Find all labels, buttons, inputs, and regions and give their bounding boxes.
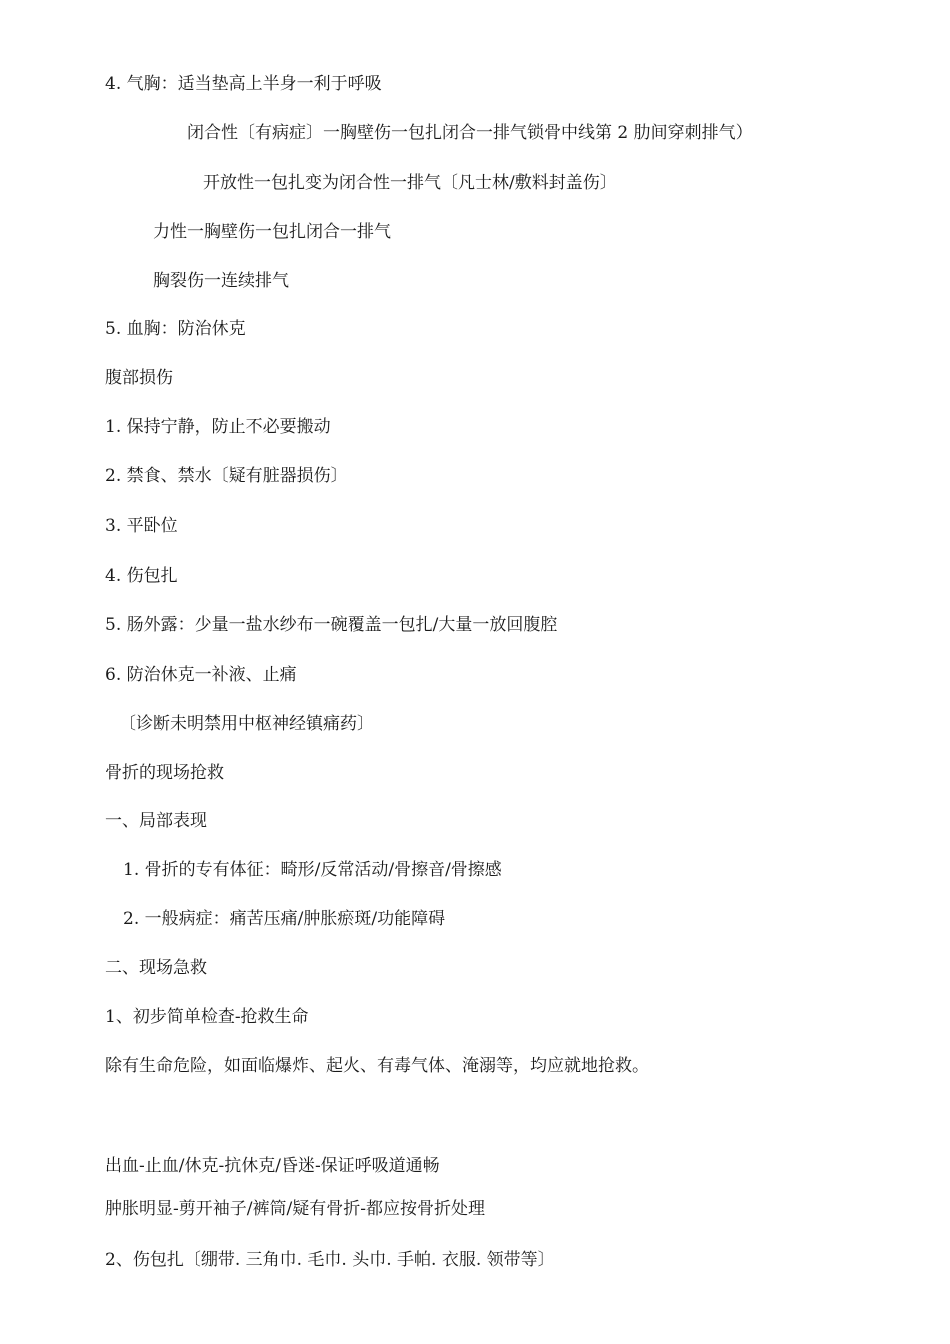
text-line: 5. 血胸：防治休克	[105, 319, 246, 339]
text-line: 2、伤包扎〔绷带. 三角巾. 毛巾. 头巾. 手帕. 衣服. 领带等〕	[105, 1250, 555, 1270]
text-line: 肿胀明显-剪开袖子/裤筒/疑有骨折-都应按骨折处理	[105, 1199, 485, 1219]
list-item: 1. 保持宁静，防止不必要搬动	[105, 417, 331, 437]
text-line: 〔诊断未明禁用中枢神经镇痛药〕	[119, 714, 374, 734]
list-item: 5. 肠外露：少量一盐水纱布一碗覆盖一包扎/大量一放回腹腔	[105, 615, 558, 635]
section-heading: 骨折的现场抢救	[105, 763, 224, 783]
list-item: 1. 骨折的专有体征：畸形/反常活动/骨擦音/骨擦感	[123, 860, 502, 880]
list-item: 2. 一般病症：痛苦压痛/肿胀瘀斑/功能障碍	[123, 909, 446, 929]
section-heading: 腹部损伤	[105, 368, 173, 388]
text-line: 除有生命危险，如面临爆炸、起火、有毒气体、淹溺等，均应就地抢救。	[105, 1056, 649, 1076]
list-item: 2. 禁食、禁水〔疑有脏器损伤〕	[105, 466, 348, 486]
text-line: 出血-止血/休克-抗休克/昏迷-保证呼吸道通畅	[105, 1156, 440, 1176]
list-item: 3. 平卧位	[105, 516, 178, 536]
text-line: 力性一胸壁伤一包扎闭合一排气	[153, 222, 391, 242]
subsection-heading: 二、现场急救	[105, 958, 207, 978]
text-line: 4. 气胸：适当垫高上半身一利于呼吸	[105, 74, 382, 94]
subsection-heading: 一、局部表现	[105, 811, 207, 831]
list-item: 6. 防治休克一补液、止痛	[105, 665, 297, 685]
text-line: 开放性一包扎变为闭合性一排气〔凡士林/敷料封盖伤〕	[203, 173, 617, 193]
list-item: 4. 伤包扎	[105, 566, 178, 586]
text-line: 闭合性〔有病症〕一胸壁伤一包扎闭合一排气锁骨中线第 2 肋间穿刺排气）	[187, 123, 753, 143]
text-line: 1、初步简单检查-抢救生命	[105, 1007, 309, 1027]
text-line: 胸裂伤一连续排气	[153, 271, 289, 291]
